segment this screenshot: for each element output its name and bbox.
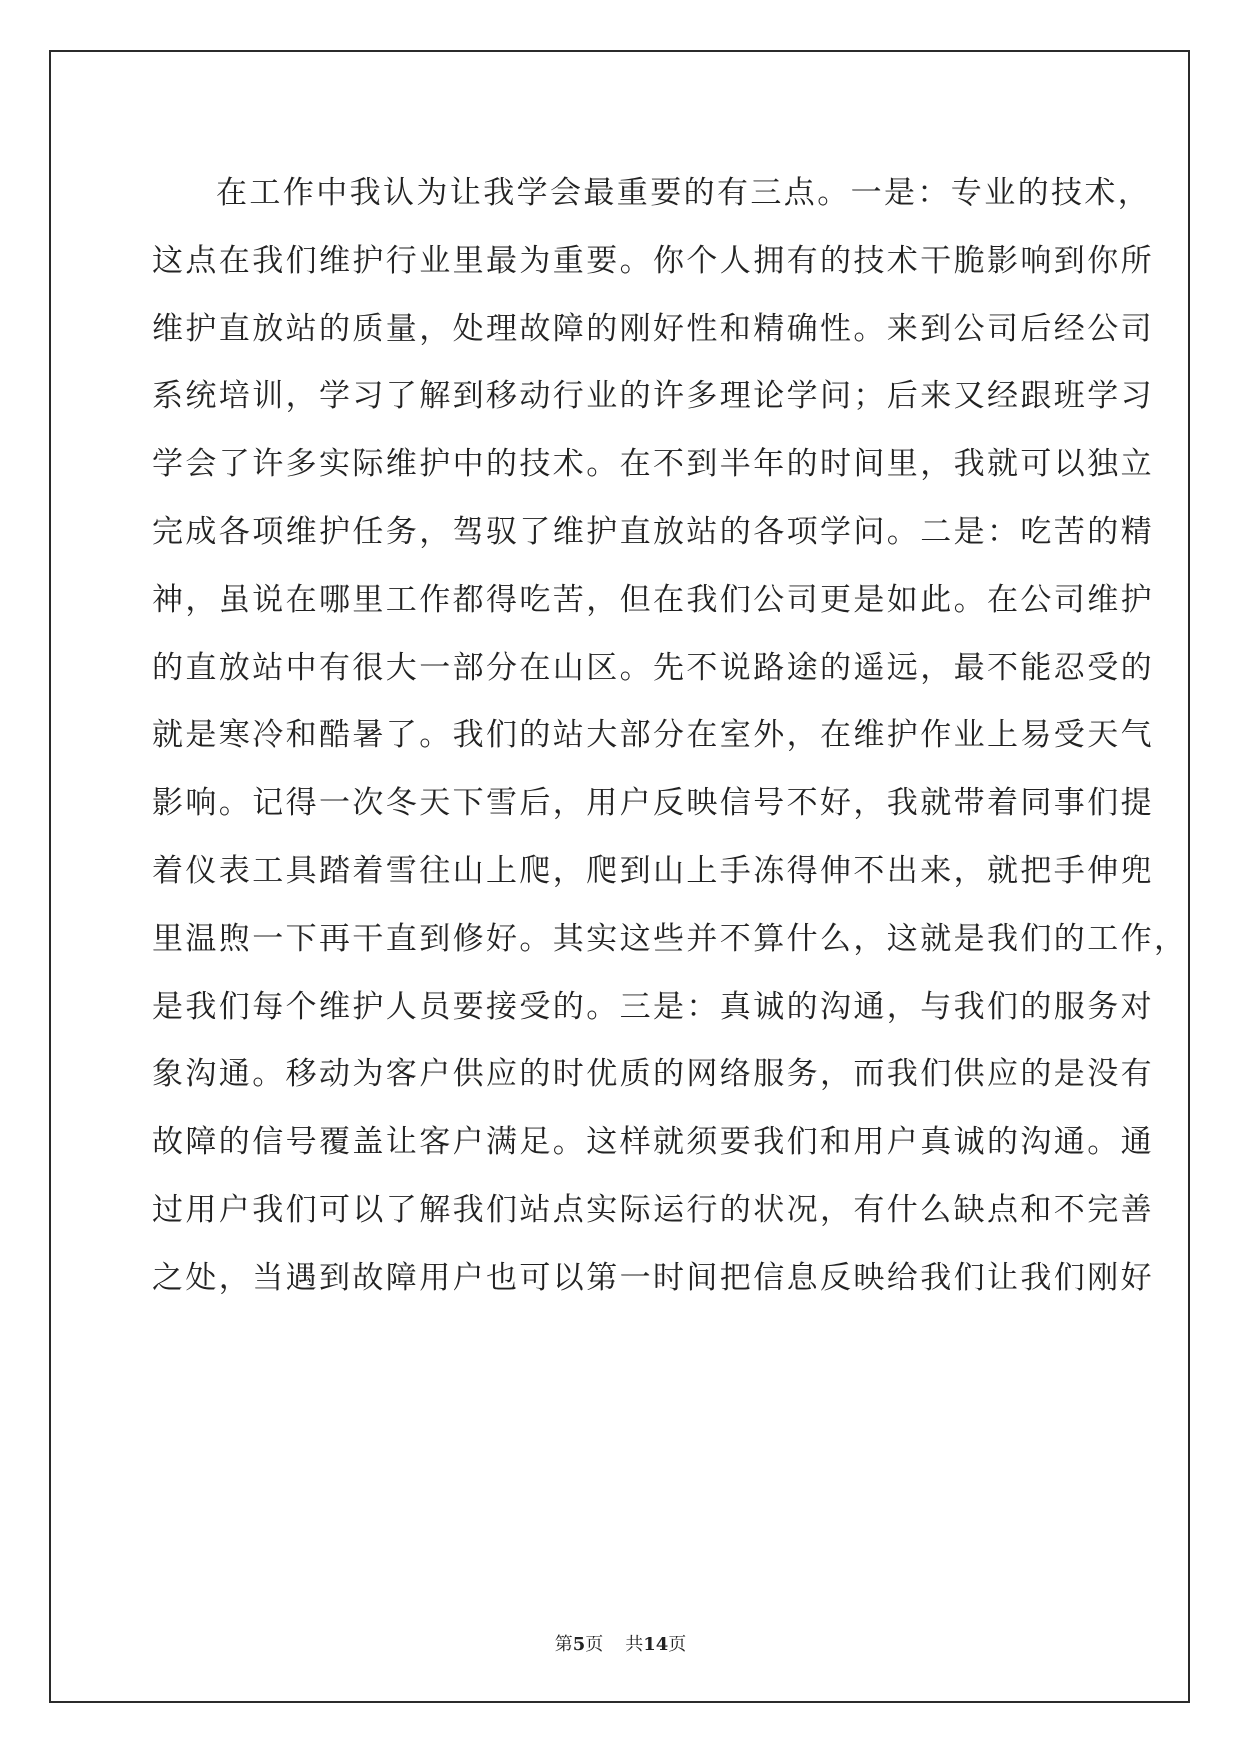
text-line: 学会了许多实际维护中的技术。在不到半年的时间里，我就可以独立 [152,446,1154,483]
text-line: 影响。记得一次冬天下雪后，用户反映信号不好，我就带着同事们提 [152,785,1154,822]
text-line: 之处，当遇到故障用户也可以第一时间把信息反映给我们让我们刚好 [152,1259,1154,1296]
text-line: 系统培训，学习了解到移动行业的许多理论学问；后来又经跟班学习 [152,378,1154,415]
text-line: 神，虽说在哪里工作都得吃苦，但在我们公司更是如此。在公司维护 [152,581,1154,618]
text-line: 里温煦一下再干直到修好。其实这些并不算什么，这就是我们的工作， [152,920,1188,957]
text-line: 的直放站中有很大一部分在山区。先不说路途的遥远，最不能忍受的 [152,649,1154,686]
text-line: 这点在我们维护行业里最为重要。你个人拥有的技术干脆影响到你所 [152,242,1154,279]
text-line: 着仪表工具踏着雪往山上爬，爬到山上手冻得伸不出来，就把手伸兜 [152,852,1154,889]
text-line: 在工作中我认为让我学会最重要的有三点。一是：专业的技术， [216,175,1152,211]
page-unit: 页 [585,1634,604,1655]
text-line: 象沟通。移动为客户供应的时优质的网络服务，而我们供应的是没有 [152,1056,1154,1093]
text-line: 过用户我们可以了解我们站点实际运行的状况，有什么缺点和不完善 [152,1191,1154,1228]
page-footer [0,1630,1241,1656]
total-prefix: 共 [625,1634,644,1655]
text-line: 是我们每个维护人员要接受的。三是：真诚的沟通，与我们的服务对 [152,988,1154,1025]
text-line: 就是寒冷和酷暑了。我们的站大部分在室外，在维护作业上易受天气 [152,717,1154,754]
page-number: 5 [572,1634,586,1655]
text-line: 完成各项维护任务，驾驭了维护直放站的各项学问。二是：吃苦的精 [152,513,1154,550]
text-line: 故障的信号覆盖让客户满足。这样就须要我们和用户真诚的沟通。通 [152,1124,1154,1161]
body-paragraph [152,160,1188,1313]
page-prefix: 第 [554,1634,573,1655]
text-line: 维护直放站的质量，处理故障的刚好性和精确性。来到公司后经公司 [152,310,1154,347]
page-total: 14 [643,1634,669,1655]
total-unit: 页 [668,1634,687,1655]
